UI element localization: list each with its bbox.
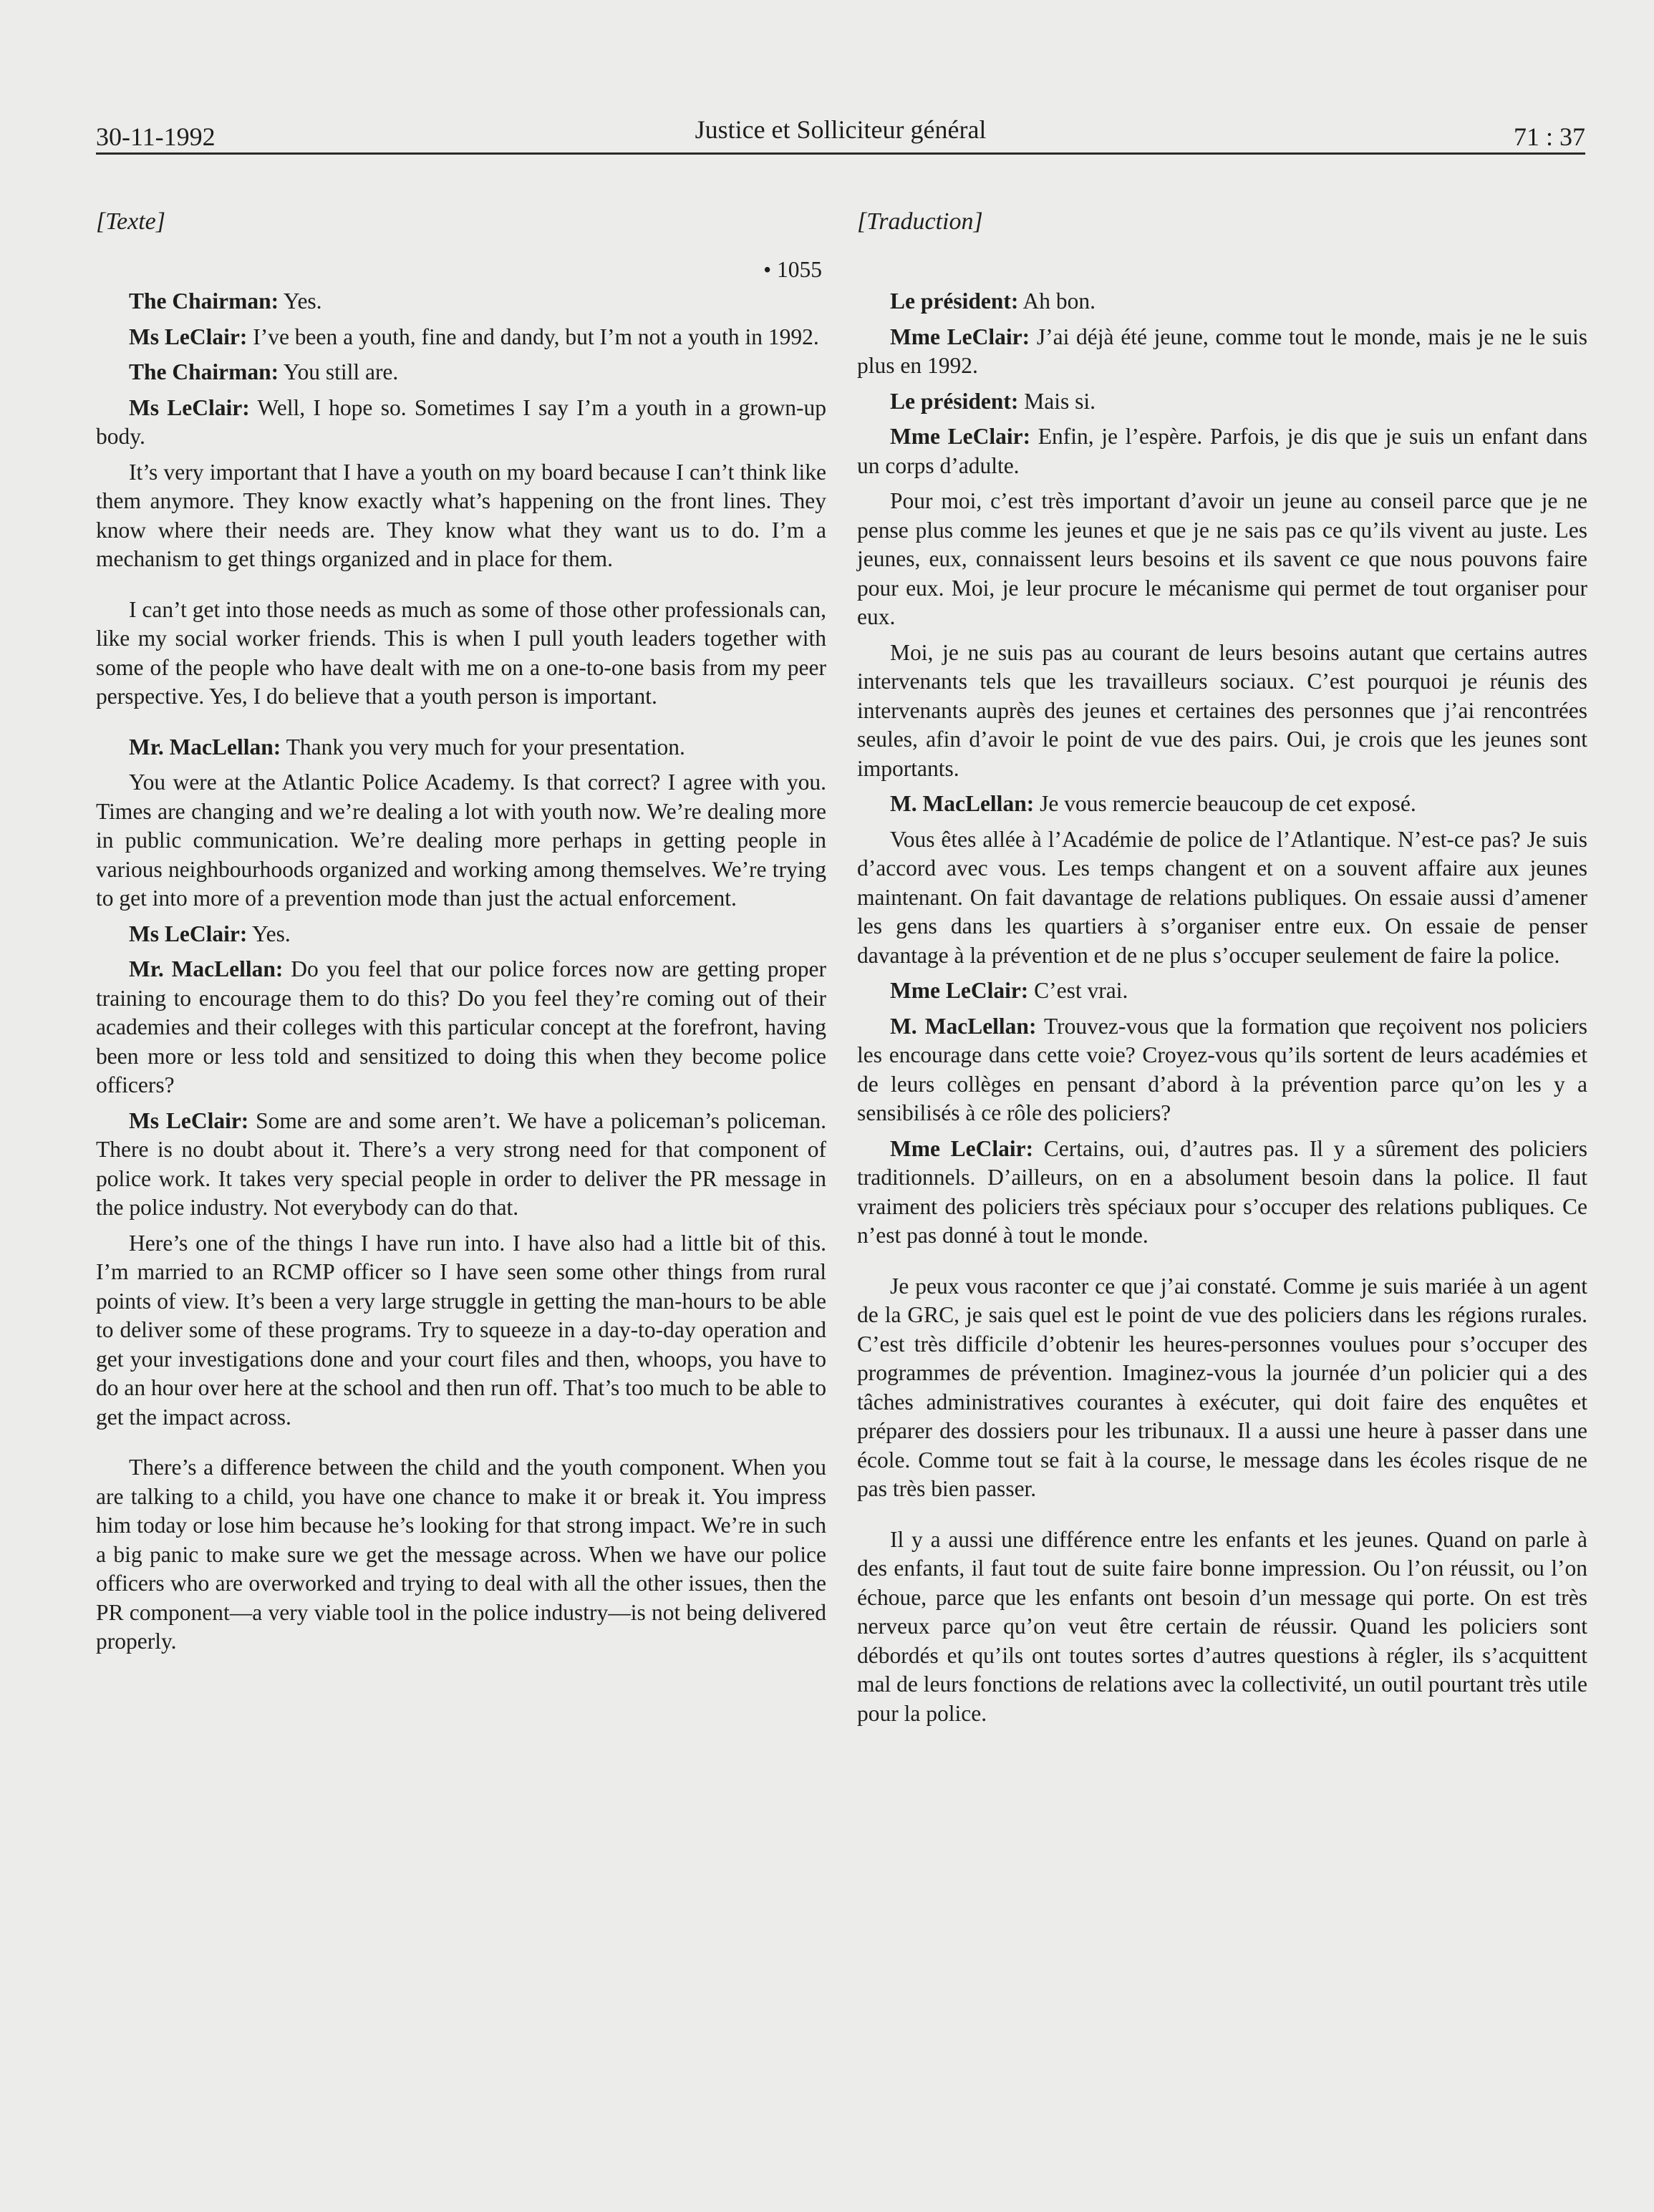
paragraph: Mme LeClair: Enfin, je l’espère. Parfois, je dis que je suis un enfant dans un corps d’adulte. (857, 424, 1588, 478)
speaker: The Chairman: (129, 288, 279, 314)
paragraph: You were at the Atlantic Police Academy. Is that correct? I agree with you. Times are changing and we’re dealing a lot with youth now. We’re dealing more in public communication. We’re dealing more perhaps in getting people in various neighbourhoods organized and working among themselves. We’re trying to get into more of a prevention mode than just the actual enforcement. (96, 770, 826, 911)
paragraph: Ms LeClair: I’ve been a youth, fine and dandy, but I’m not a youth in 1992. (129, 324, 819, 349)
speaker: Mr. MacLellan: (129, 734, 281, 760)
speaker: The Chairman: (129, 359, 279, 384)
paragraph: Here’s one of the things I have run into. I have also had a little bit of this. I’m married to an RCMP officer so I have seen some other things from rural points of view. It’s been a very large struggle in getting the man-hours to be able to deliver some of these programs. Try to squeeze in a day-to-day operation and get your investigations done and your court files and then, whoops, you have to do an hour over here at the school and then run off. That’s too much to be able to get the impact across. (96, 1230, 826, 1430)
paragraph: Mme LeClair: J’ai déjà été jeune, comme tout le monde, mais je ne le suis plus en 1992. (857, 324, 1587, 378)
speaker: Le président: (890, 288, 1019, 314)
speaker: Ms LeClair: (129, 394, 250, 420)
paragraph: The Chairman: You still are. (129, 359, 399, 384)
paragraph: Ms LeClair: Some are and some aren’t. We have a policeman’s policeman. There is no doubt about it. There’s a very strong need for that component of police work. It takes very special people in order to deliver the PR message in the police industry. Not everybody can do that. (96, 1107, 826, 1220)
paragraph: Ms LeClair: Yes. (129, 921, 291, 946)
speaker: Le président: (890, 388, 1019, 414)
speaker: Ms LeClair: (129, 921, 248, 946)
paragraph: There’s a difference between the child and the youth component. When you are talking to a child, you have one chance to make it or break it. You impress him today or lose him because he’s looking for that strong impact. We’re in such a big panic to make sure we get the message across. When we have our police officers who are overworked and trying to deal with all the other issues, then the PR component—a very viable tool in the police industry—is not being delivered properly. (96, 1455, 826, 1654)
page-header (96, 115, 1585, 157)
paragraph: Mr. MacLellan: Do you feel that our police forces now are getting proper training to encourage them to do this? Do you feel they’re coming out of their academies and their colleges with this particular concept at the forefront, having been more or less told and sensitized to doing this when they become police officers? (96, 956, 826, 1097)
paragraph: Le président: Mais si. (890, 388, 1096, 414)
paragraph: Moi, je ne suis pas au courant de leurs besoins autant que certains autres intervenants tels que les travailleurs sociaux. C’est pourquoi je réunis des intervenants auprès des jeunes et certaines des personnes que j’ai rencontrées seules, afin d’avoir le point de vue des pairs. Oui, je crois que les jeunes sont importants. (857, 639, 1587, 781)
paragraph: Vous êtes allée à l’Académie de police de l’Atlantique. N’est-ce pas? Je suis d’accord avec vous. Les temps changent et on a souvent affaire aux jeunes maintenant. On fait davantage de relations publiques. On essaie aussi d’amener les gens dans les quartiers à s’organiser entre eux. On essaie de penser davantage à la prévention et de ne plus s’occuper seulement de faire la police. (857, 826, 1587, 968)
speaker: Mme LeClair: (890, 424, 1031, 449)
time-marker: • 1055 (763, 256, 822, 282)
paragraph: Ms LeClair: Well, I hope so. Sometimes I say I’m a youth in a grown-up body. (96, 394, 826, 449)
column-label: [Texte] (96, 208, 165, 235)
paragraph: Je peux vous raconter ce que j’ai constaté. Comme je suis mariée à un agent de la GRC, je sais quel est le point de vue des policiers dans les régions rurales. C’est très difficile d’obtenir les heures-personnes voulues pour s’occuper des programmes de prévention. Imaginez-vous la journée d’un policier qui a des tâches administratives courantes à exécuter, qui doit faire des enquêtes et préparer des dossiers pour les tribunaux. Il a aussi une heure à passer dans une école. Comme tout se fait à la course, le message dans les écoles risque de ne pas très bien passer. (857, 1273, 1587, 1501)
paragraph: The Chairman: Yes. (129, 288, 322, 314)
speaker: Ms LeClair: (129, 1107, 249, 1133)
paragraph: Mme LeClair: C’est vrai. (890, 978, 1128, 1003)
header-date: 30-11-1992 (96, 122, 216, 151)
paragraph: Le président: Ah bon. (890, 288, 1096, 314)
speaker: Mr. MacLellan: (129, 956, 284, 981)
paragraph: I can’t get into those needs as much as some of those other professionals can, like my social worker friends. This is when I pull youth leaders together with some of the people who have dealt with me on a one-to-one basis from my peer perspective. Yes, I do believe that a youth person is important. (96, 596, 826, 709)
column-label: [Traduction] (857, 208, 983, 235)
speaker: M. MacLellan: (890, 1013, 1037, 1039)
speaker: Mme LeClair: (890, 978, 1029, 1003)
paragraph: It’s very important that I have a youth on my board because I can’t think like them anymore. They know exactly what’s happening on the front lines. They know where their needs are. They know what they want us to do. I’m a mechanism to get things organized and in place for them. (96, 459, 826, 571)
header-page-number: 71 : 37 (1513, 122, 1585, 151)
header-title: Justice et Solliciteur général (695, 115, 987, 144)
paragraph: Il y a aussi une différence entre les enfants et les jeunes. Quand on parle à des enfants, il faut tout de suite faire bonne impression. Ou l’on réussit, ou l’on échoue, parce que les enfants ont besoin d’un message qui porte. On est très nerveux parce qu’on veut être certain de réussir. Quand les policiers sont débordés et qu’ils ont toutes sortes d’autres questions à régler, ils s’acquittent mal de leurs fonctions de relations avec la collectivité, un outil pourtant très utile pour la police. (857, 1526, 1587, 1726)
english-column (96, 200, 826, 1663)
speaker: Ms LeClair: (129, 324, 248, 349)
paragraph: M. MacLellan: Trouvez-vous que la formation que reçoivent nos policiers les encourage dans cette voie? Croyez-vous qu’ils sortent de leurs académies et de leurs collèges en pensant d’abord à la prévention parce qu’on les y a sensibilisés à ce rôle des policiers? (857, 1013, 1587, 1125)
speaker: Mme LeClair: (890, 324, 1030, 349)
paragraph: Pour moi, c’est très important d’avoir un jeune au conseil parce que je ne pense plus comme les jeunes et que je ne sais pas ce qu’ils vivent au juste. Les jeunes, eux, connaissent leurs besoins et ils savent ce que nous pouvons faire pour eux. Moi, je leur procure le mécanisme qui permet de tout organiser pour eux. (857, 488, 1587, 629)
french-column (857, 200, 1587, 1735)
paragraph: M. MacLellan: Je vous remercie beaucoup de cet exposé. (890, 791, 1416, 816)
paragraph: Mr. MacLellan: Thank you very much for your presentation. (129, 734, 685, 760)
speaker: M. MacLellan: (890, 791, 1035, 816)
speaker: Mme LeClair: (890, 1135, 1034, 1161)
paragraph: Mme LeClair: Certains, oui, d’autres pas. Il y a sûrement des policiers traditionnels. D’ailleurs, on en a absolument besoin dans la police. Il faut vraiment des policiers très spéciaux pour s’occuper des relations publiques. Ce n’est pas donné à tout le monde. (857, 1135, 1587, 1248)
header-rule (96, 152, 1585, 155)
